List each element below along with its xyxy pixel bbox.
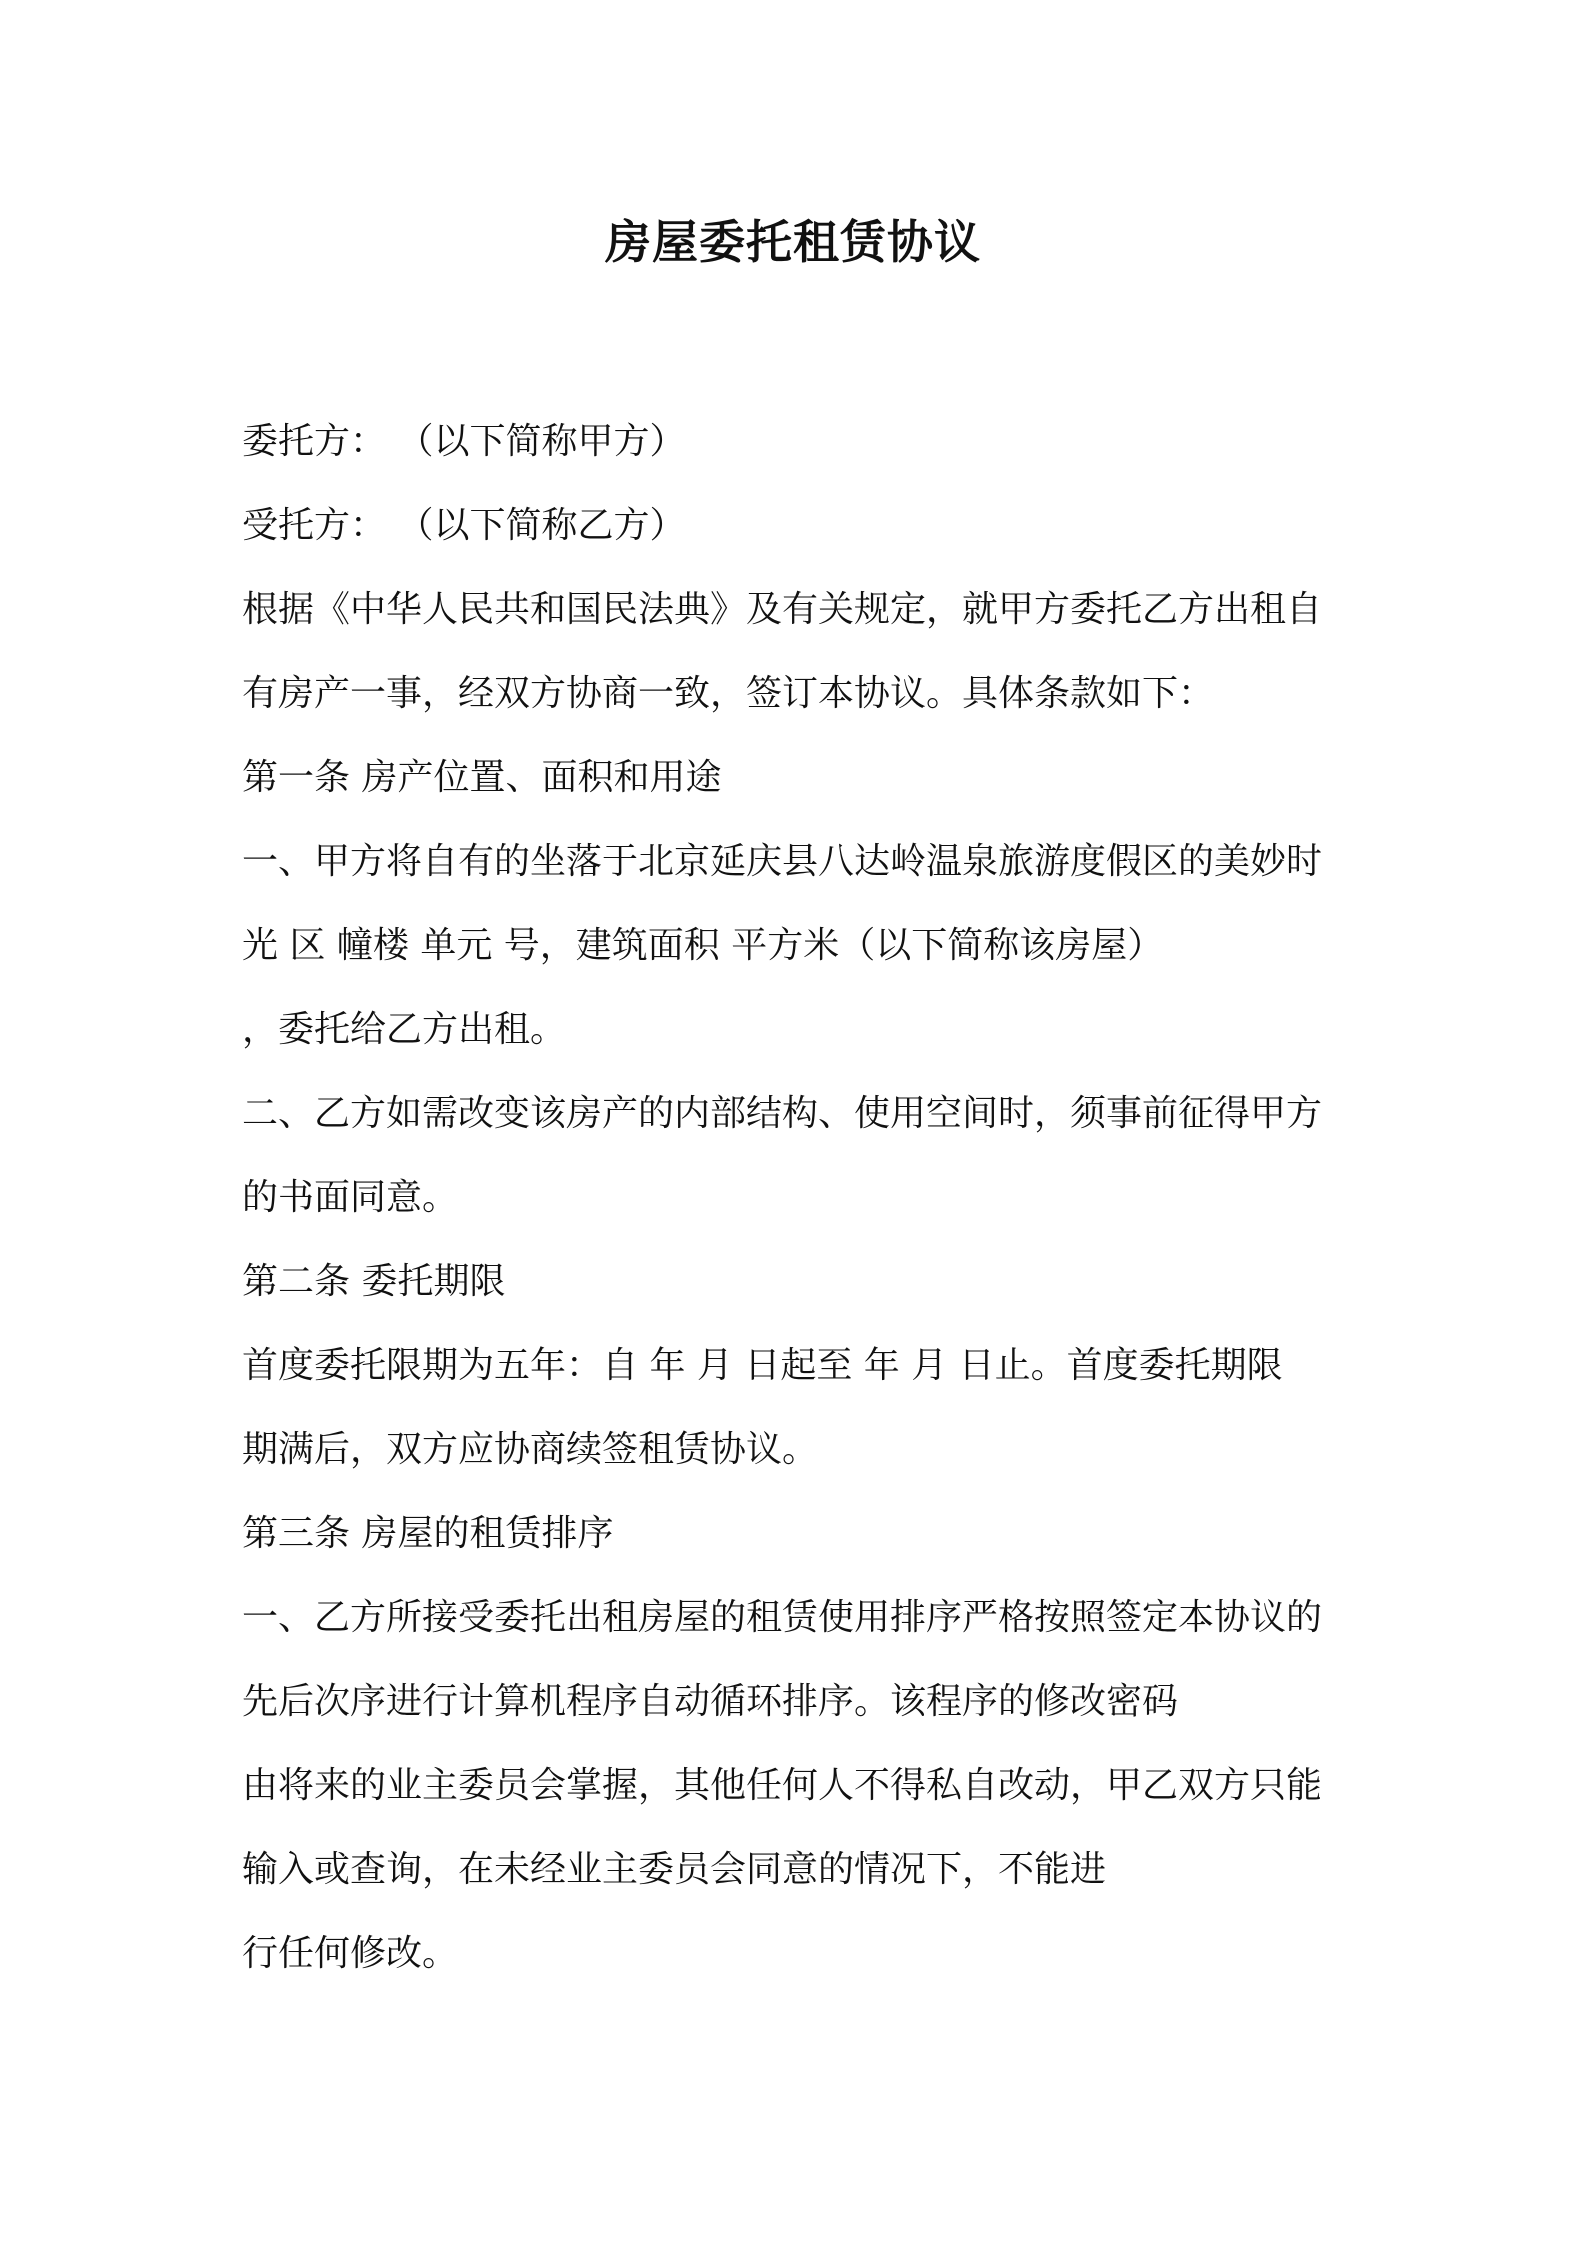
document-title: 房屋委托租赁协议 — [605, 215, 981, 269]
paragraph-line: 二、乙方如需改变该房产的内部结构、使用空间时，须事前征得甲方 — [242, 1093, 1323, 1134]
section-heading: 第二条 委托期限 — [242, 1261, 506, 1302]
paragraph-line: 期满后，双方应协商续签租赁协议。 — [242, 1429, 819, 1470]
paragraph-line: 行任何修改。 — [242, 1933, 459, 1974]
paragraph-line: 的书面同意。 — [242, 1177, 459, 1218]
paragraph-line: 先后次序进行计算机程序自动循环排序。该程序的修改密码 — [242, 1681, 1179, 1722]
section-heading: 第三条 房屋的租赁排序 — [242, 1513, 614, 1554]
paragraph-line: 根据《中华人民共和国民法典》及有关规定，就甲方委托乙方出租自 — [242, 589, 1323, 630]
document-body — [242, 400, 1362, 1996]
section-heading: 第一条 房产位置、面积和用途 — [242, 757, 722, 798]
paragraph-line: 由将来的业主委员会掌握，其他任何人不得私自改动，甲乙双方只能 — [242, 1765, 1323, 1806]
paragraph-line: 委托方： （以下简称甲方） — [242, 421, 686, 462]
paragraph-line: 输入或查询，在未经业主委员会同意的情况下，不能进 — [242, 1849, 1107, 1890]
paragraph-line: 一、乙方所接受委托出租房屋的租赁使用排序严格按照签定本协议的 — [242, 1597, 1323, 1638]
paragraph-line: 受托方： （以下简称乙方） — [242, 505, 686, 546]
paragraph-line: 光 区 幢楼 单元 号，建筑面积 平方米（以下简称该房屋） — [242, 925, 1164, 966]
paragraph-line: ，委托给乙方出租。 — [242, 1009, 567, 1050]
paragraph-line: 一、甲方将自有的坐落于北京延庆县八达岭温泉旅游度假区的美妙时 — [242, 841, 1323, 882]
paragraph-line: 首度委托限期为五年：自 年 月 日起至 年 月 日止。首度委托期限 — [242, 1345, 1283, 1386]
paragraph-line: 有房产一事，经双方协商一致，签订本协议。具体条款如下： — [242, 673, 1215, 714]
